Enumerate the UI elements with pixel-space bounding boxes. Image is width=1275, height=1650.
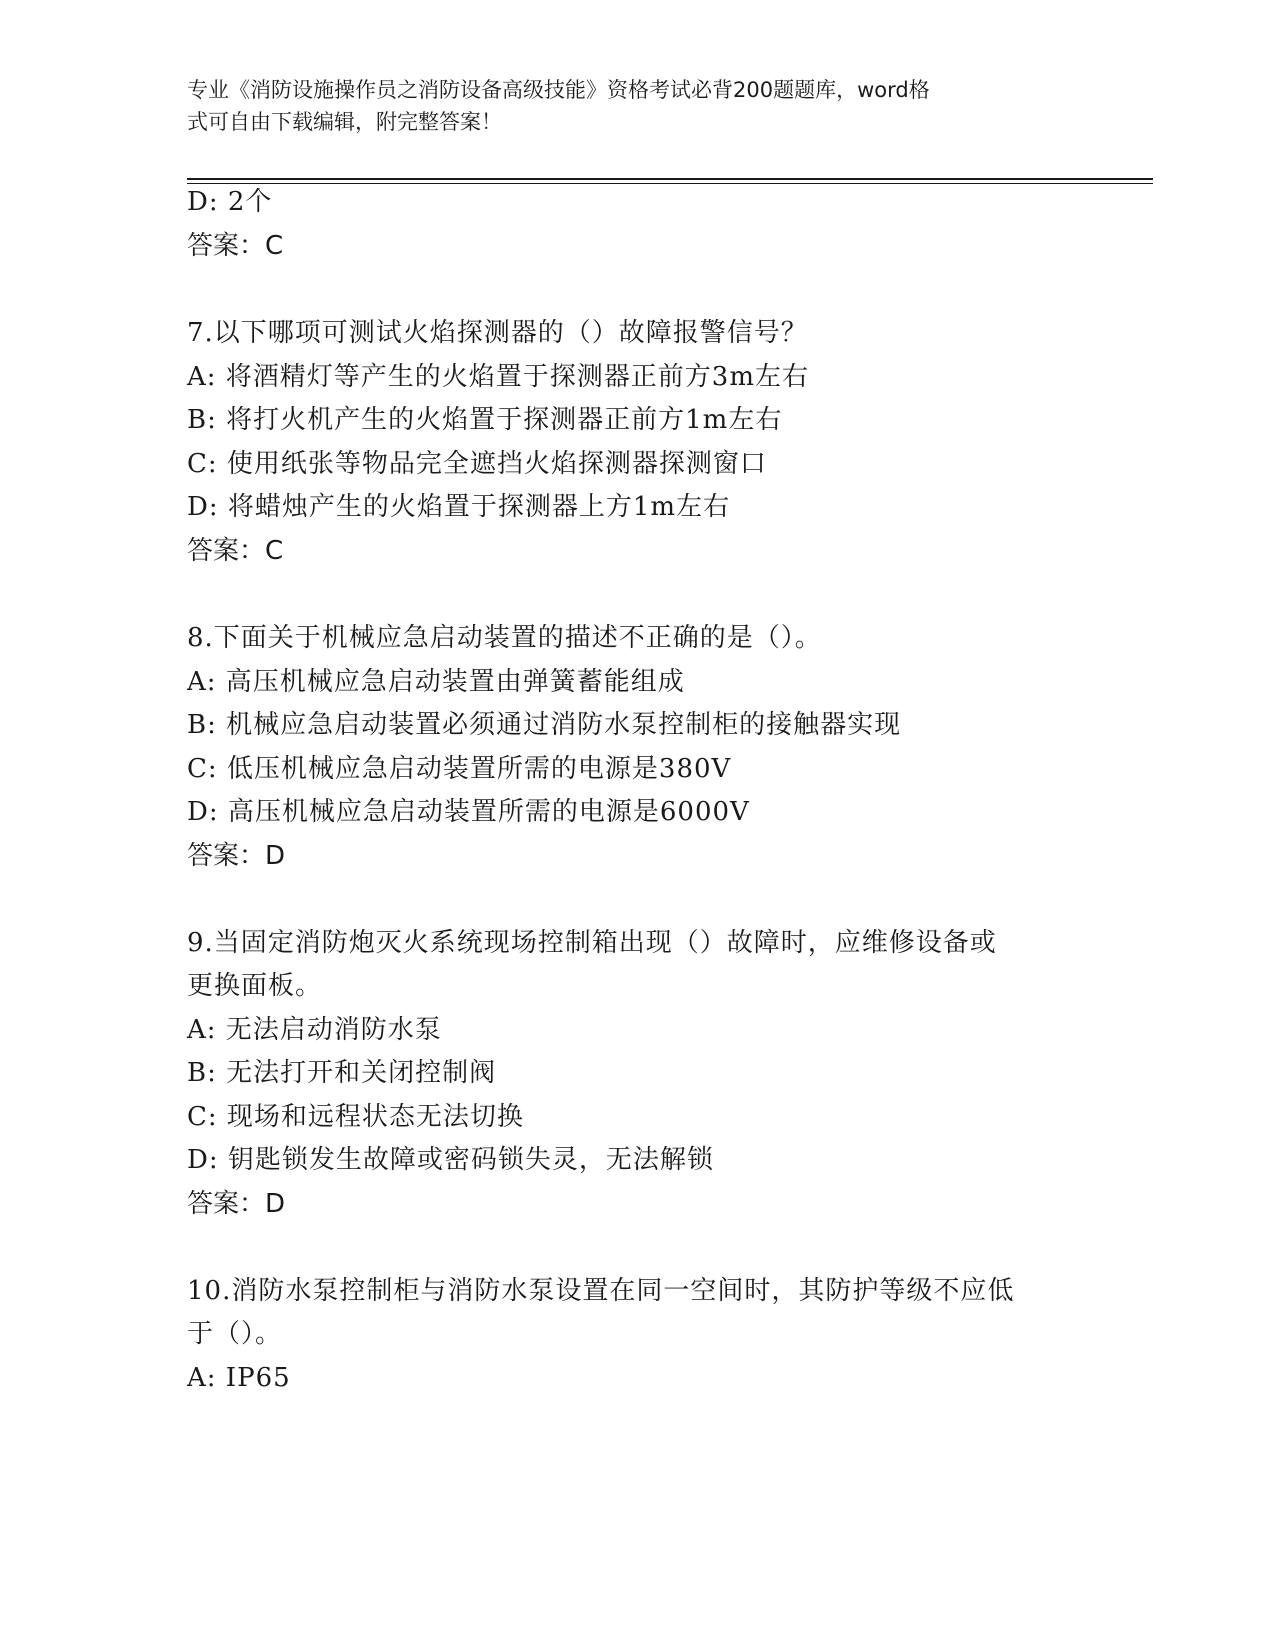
q9-option-c: C: 现场和远程状态无法切换 (187, 1102, 524, 1132)
q7-option-a: A: 将酒精灯等产生的火焰置于探测器正前方3m左右 (187, 362, 809, 392)
header-divider-thick (187, 178, 1153, 180)
header-line-1: 专业《消防设施操作员之消防设备高级技能》资格考试必背200题题库，word格 (187, 78, 930, 102)
q6-option-d: D: 2个 (187, 187, 273, 217)
document-header (187, 74, 1067, 138)
q10-question-line-1: 10.消防水泵控制柜与消防水泵设置在同一空间时，其防护等级不应低 (187, 1276, 1015, 1306)
q8-answer: 答案：D (187, 841, 286, 871)
q6-answer: 答案：C (187, 231, 284, 261)
q7-option-d: D: 将蜡烛产生的火焰置于探测器上方1m左右 (187, 492, 731, 522)
q9-option-b: B: 无法打开和关闭控制阀 (187, 1058, 497, 1088)
header-divider-thin (187, 183, 1153, 184)
q9-answer: 答案：D (187, 1189, 286, 1219)
q7-question: 7.以下哪项可测试火焰探测器的（）故障报警信号？ (187, 318, 808, 348)
q9-question-line-1: 9.当固定消防炮灭火系统现场控制箱出现（）故障时，应维修设备或 (187, 928, 997, 958)
q10-option-a: A: IP65 (187, 1363, 291, 1393)
q7-answer: 答案：C (187, 536, 284, 566)
q9-question-line-2: 更换面板。 (187, 971, 323, 1001)
header-line-2: 式可自由下载编辑，附完整答案！ (187, 110, 502, 134)
q8-question: 8.下面关于机械应急启动装置的描述不正确的是（）。 (187, 623, 822, 653)
q7-option-b: B: 将打火机产生的火焰置于探测器正前方1m左右 (187, 405, 783, 435)
q10-question-line-2: 于（）。 (187, 1319, 283, 1349)
q8-option-a: A: 高压机械应急启动装置由弹簧蓄能组成 (187, 667, 685, 697)
q9-option-d: D: 钥匙锁发生故障或密码锁失灵，无法解锁 (187, 1145, 714, 1175)
q7-option-c: C: 使用纸张等物品完全遮挡火焰探测器探测窗口 (187, 449, 767, 479)
q8-option-c: C: 低压机械应急启动装置所需的电源是380V (187, 754, 732, 784)
q8-option-b: B: 机械应急启动装置必须通过消防水泵控制柜的接触器实现 (187, 710, 902, 740)
q9-option-a: A: 无法启动消防水泵 (187, 1015, 442, 1045)
q8-option-d: D: 高压机械应急启动装置所需的电源是6000V (187, 797, 750, 827)
